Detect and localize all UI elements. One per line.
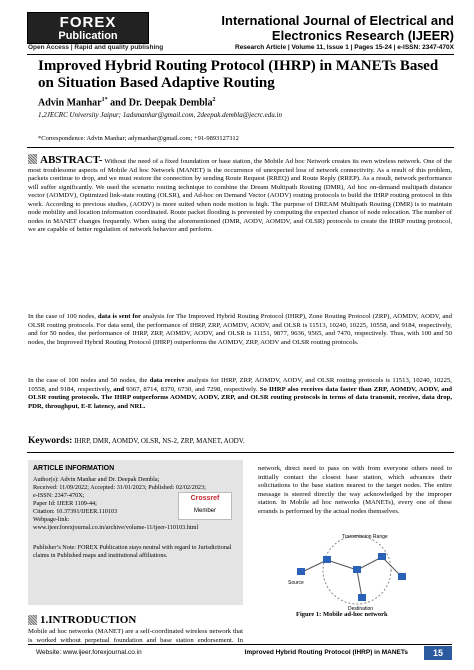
abstract xyxy=(28,154,452,235)
article-info-heading: ARTICLE INFORMATION xyxy=(33,465,115,472)
para2-text-c: analysis for The Improved Hybrid Routing Protocol (IHRP), Zone Routing Protocol (ZRP), AOMDV, AODV, and OLSR routing protocols. For data send, the performance of IHRP, ZRP, AOMDV, AODV, and OLSR is 11513, 10240, 10225, 10558, and 9184, respectively, and for 50 nodes, the performance of IHRP, ZRP, AOMDV, AODV, and OLSR is 11151, 9877, 9636, 9565, and 7470, respectively. Thus, with 100 and 50 nodes, the Improved Hybrid Routing Protocol (IHRP) outperforms the AOMDV, ZRP, AODV and OLSR routing protocols. xyxy=(28,313,452,346)
abstract-divider xyxy=(27,452,454,453)
publisher-logo xyxy=(27,12,149,44)
journal-meta: Research Article | Volume 11, Issue 1 | Pages 15-24 | e-ISSN: 2347-470X xyxy=(235,44,454,51)
crossref-member: Member xyxy=(193,508,216,514)
fig-range-label: Transmission Range xyxy=(342,534,388,540)
node-icon xyxy=(378,553,386,560)
footer-short-title: Improved Hybrid Routing Protocol (IHRP) in MANETs xyxy=(244,649,408,656)
para3-and: and xyxy=(113,385,125,393)
affiliation: 1,2JECRC University Jaipur; 1adsmanhar@gmail.com, 2deepak.dembla@jecrc.edu.in xyxy=(38,111,282,119)
author-2: Dr. Deepak Dembla xyxy=(128,97,213,109)
page-footer xyxy=(28,646,452,660)
node-icon xyxy=(398,573,406,580)
logo-line1: FOREX xyxy=(59,13,117,31)
section-marker-icon xyxy=(28,615,37,625)
source-node-icon xyxy=(297,568,305,575)
crossref-badge[interactable] xyxy=(178,492,232,520)
fig-destination-label: Destination xyxy=(348,606,374,612)
abstract-paragraph-2 xyxy=(28,313,452,347)
intro-heading xyxy=(28,614,136,626)
manet-figure xyxy=(282,532,432,612)
info-issn: e-ISSN: 2347-470X; xyxy=(33,492,85,499)
node-icon xyxy=(353,566,361,573)
footer-website[interactable]: Website: www.ijeer.forexjournal.co.in xyxy=(36,649,142,656)
info-webpage-link[interactable]: www.ijeer.forexjournal.co.in/archive/volume-11/ijeer-110103.html xyxy=(33,524,199,531)
publisher-note: Publisher’s Note: FOREX Publication stays neutral with regard to Jurisdictional claims in Published maps and institutional affiliations. xyxy=(33,544,232,559)
abstract-heading: ABSTRACT- xyxy=(40,154,103,166)
author-list xyxy=(38,97,216,108)
fig-source-label: Source xyxy=(288,580,304,586)
intro-title: INTRODUCTION xyxy=(48,614,137,626)
figure-caption: Figure 1: Mobile ad-hoc network xyxy=(296,611,388,618)
abstract-paragraph-3 xyxy=(28,377,452,411)
para3-conclusion: So IHRP also receives data faster than ZRP, AOMDV, AODV, and OLSR routing protocols. The IHRP outperforms AOMDV, AODV, ZRP, and OLSR routing protocols in terms of data transmit, receive, data drop, PDR, throughput, E-E latency, and NRL. xyxy=(28,385,453,410)
link xyxy=(357,570,362,598)
link xyxy=(327,560,357,570)
section-marker-icon xyxy=(28,154,37,164)
para2-text-a: In the case of 100 nodes, xyxy=(28,313,98,320)
publisher-tagline: Open Access | Rapid and quality publishing xyxy=(28,44,164,51)
article-info-box xyxy=(28,460,243,605)
node-icon xyxy=(323,556,331,563)
info-authors: Author(s): Advin Manhar and Dr. Deepak Dembla; xyxy=(33,476,160,483)
para3-text-a: In the case of 100 nodes and 50 nodes, the xyxy=(28,377,150,384)
crossref-label: Crossref xyxy=(190,495,220,502)
keywords-text: IHRP, DMR, AOMDV, OLSR, NS-2, ZRP, MANET, AODV. xyxy=(72,437,245,445)
paper-title: Improved Hybrid Routing Protocol (IHRP) in MANETs Based on Situation Based Adaptive Routing xyxy=(38,58,439,91)
intro-text: Mobile ad hoc networks (MANET) are a self-coordinated wireless network that is worked without perpetual foundation and base station endorsement. In xyxy=(28,628,243,644)
journal-title: International Journal of Electrical and Electronics Research (IJEER) xyxy=(221,13,454,43)
right-column-text: network, direct need to pass on with from everyone others need to initially contact the closest base station, which advances their solicitations to the base station nearest to the target nodes. The entire message is steered directly the way acknowledged by the improper station. In Mobile ad hoc networks (MANETs), every one of these errands is performed by the actual nodes themselves. xyxy=(258,465,452,515)
correspondence: *Correspondence: Advin Manhar; adymanhar@gmail.com; +91-9893127312 xyxy=(38,135,239,142)
page-number: 15 xyxy=(424,646,452,660)
para3-text-c: analysis for IHRP, ZRP, AOMDV, AODV, and OLSR routing protocols is 11513, 10240, 10225, 10558, and 9184, respectively, xyxy=(28,377,452,393)
logo-line2: Publication xyxy=(58,29,118,42)
header-divider xyxy=(27,54,454,55)
author-1-mark: 1* xyxy=(101,97,108,103)
para3-text-e: 9367, 8714, 8370, 6730, and 7298, respectively. xyxy=(124,385,260,393)
info-webpage-label: Webpage-link: xyxy=(33,516,70,523)
title-divider xyxy=(27,147,454,148)
destination-node-icon xyxy=(358,594,366,601)
footer-divider xyxy=(28,644,452,645)
keywords xyxy=(28,436,452,446)
info-paper-id: Paper Id: IJEER 1109-44; xyxy=(33,500,97,507)
author-1: Advin Manhar xyxy=(38,97,102,109)
para3-emph: data receive xyxy=(149,377,185,384)
para2-emph: data is sent for xyxy=(97,313,141,320)
info-dates: Received: 11/09/2022; Accepted: 31/01/2023; Published: 02/02/2023; xyxy=(33,484,206,491)
author-2-mark: 2 xyxy=(212,97,216,103)
info-citation[interactable]: Citation: 10.37391/IJEER.110103 xyxy=(33,508,118,515)
abstract-text: Without the need of a fixed foundation or base station, the Mobile Ad hoc Network creates its own wireless network. One of the most troublesome aspects of Mobile Ad hoc Network (MANET) is the occurrence of unexpected loss of network connectivity. As a result of this problem, packets continue to drop, and we must restore the connection by sending Route Request (RREQ) and Route Reply (RREP). As a result, network performance will suffer significantly. We used the scenario routing technique to combine the Dream Multipath Routing (DMR), Ad hoc on-demand multipath distance vector (AOMDV), Optimized link-state routing (OLSR), and Ad-hoc on Demand Vector (AODV) routing protocols to build the IHRP routing protocol in this work. According to previous studies, (AODV) is more suited when node motion is high. The purpose of DREAM Multipath Routing (DMR) is to maintain node mobility and location information coordinated. Route packet flooding is prevented by computing the expected chance of node relocation. The number of nodes in MANET changes frequently. When using the aforementioned (DMR, AODV, AOMDV, and OLSR) protocols to create the IHRP routing protocol, we are capable of better regulation of network behavior and perform. xyxy=(28,158,452,233)
keywords-label: Keywords: xyxy=(28,436,73,446)
author-and: and xyxy=(107,97,129,109)
intro-number: 1. xyxy=(40,614,49,626)
